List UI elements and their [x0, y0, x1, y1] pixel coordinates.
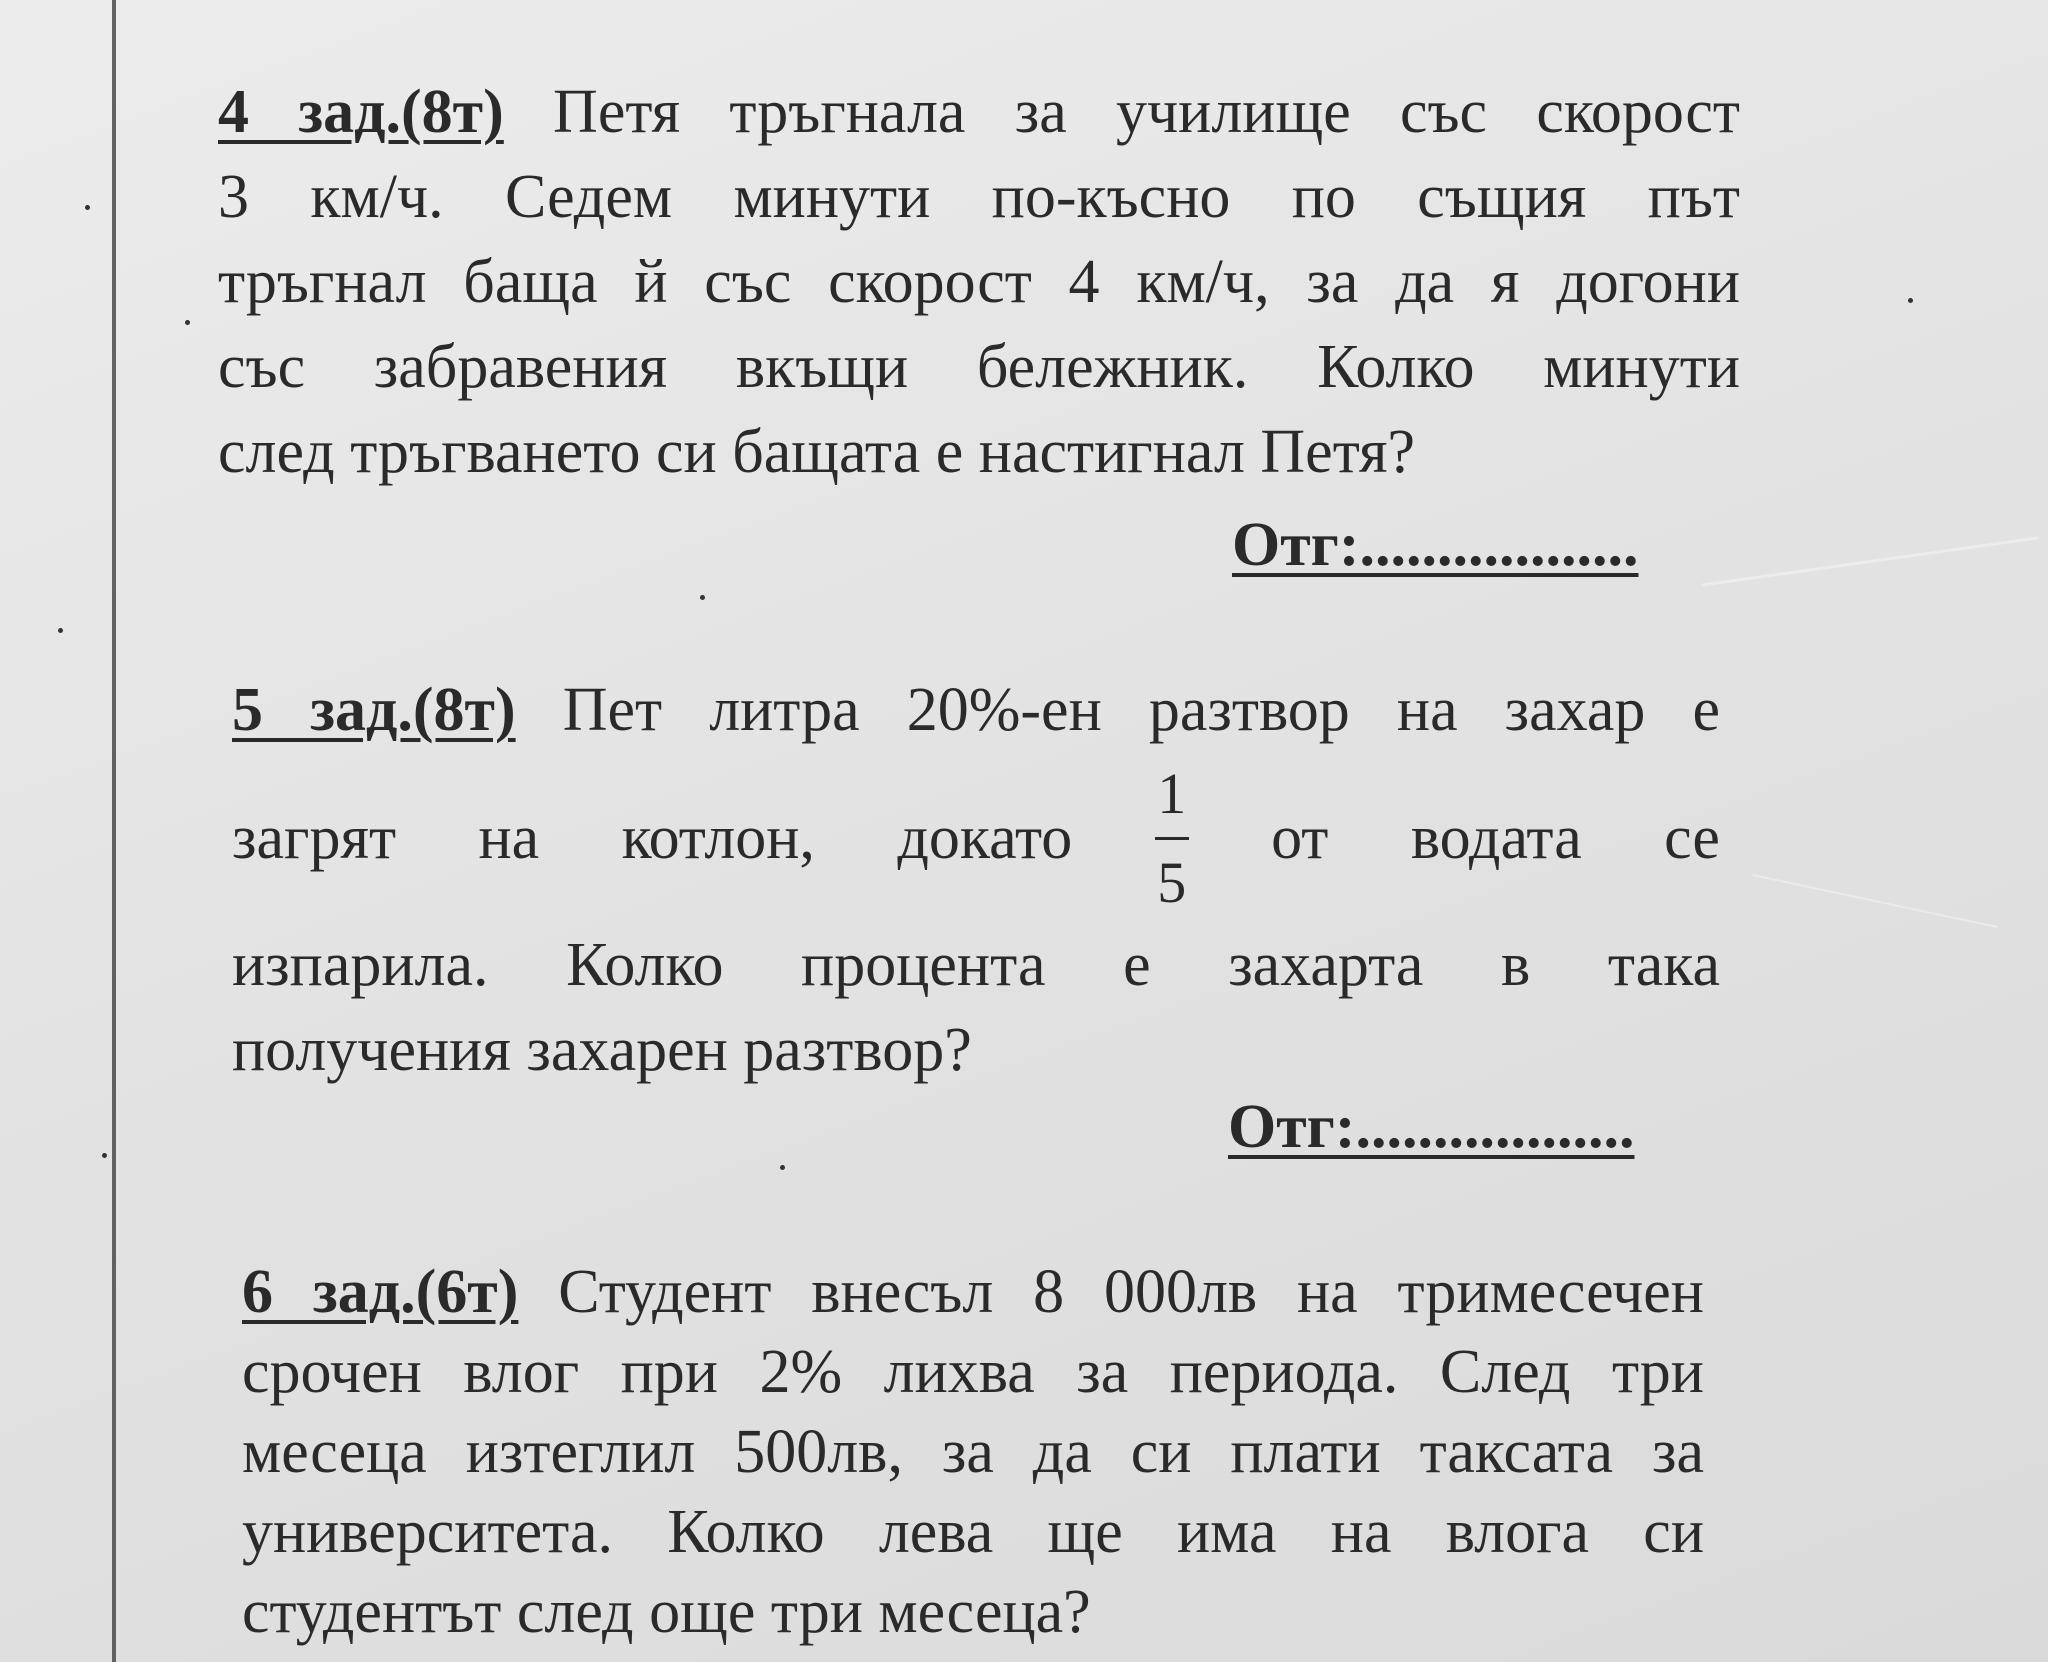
problem-6-line-5: студентът след още три месеца? — [242, 1578, 1091, 1646]
problem-5-line-2 — [232, 753, 1720, 923]
paper-speck — [185, 320, 190, 325]
paper-speck — [700, 595, 705, 600]
paper-speck — [58, 628, 63, 633]
problem-6-label: 6 зад.(6т) — [242, 1258, 519, 1326]
fraction-denominator: 5 — [1157, 849, 1187, 915]
page-margin-line — [112, 0, 116, 1662]
problem-5-word: котлон, — [621, 803, 815, 872]
problem-5-word: водата — [1410, 803, 1582, 872]
problem-6 — [242, 1252, 1704, 1652]
fraction-bar — [1155, 837, 1189, 840]
fraction-numerator: 1 — [1157, 760, 1187, 826]
problem-4-answer: Отг:.................. — [1232, 511, 1639, 579]
paper-speck — [1908, 298, 1913, 303]
problem-6-text: Студент внесъл 8 000лв на тримесечен — [518, 1258, 1704, 1326]
problem-5-line-1 — [232, 668, 1720, 753]
problem-5-word: от — [1271, 803, 1329, 872]
paper-speck — [85, 205, 90, 210]
problem-5-text: Пет литра 20%-ен разтвор на захар е — [515, 676, 1720, 744]
problem-5-word: докато — [897, 803, 1073, 872]
paper-crease — [1701, 536, 2038, 586]
paper-crease — [1753, 874, 1998, 928]
problem-5-word: на — [478, 803, 540, 872]
problem-4-label: 4 зад.(8т) — [218, 78, 504, 146]
problem-4-line-3: тръгнал баща й със скорост 4 км/ч, за да я догони — [218, 248, 1740, 316]
problem-5-label: 5 зад.(8т) — [232, 676, 516, 744]
problem-5-answer: Отг:.................. — [1228, 1093, 1635, 1161]
problem-4-line-1 — [218, 70, 1740, 155]
problem-4-text: Петя тръгнала за училище със скорост — [503, 78, 1740, 146]
problem-4-line-5: след тръгването си бащата е настигнал Петя? — [218, 418, 1416, 486]
problem-5-line-4: получения захарен разтвор? — [232, 1016, 972, 1084]
paper-speck — [102, 1153, 107, 1158]
problem-5 — [232, 668, 1720, 1093]
paper-speck — [780, 1165, 785, 1170]
problem-6-line-1 — [242, 1252, 1704, 1332]
problem-5-word: се — [1664, 803, 1720, 872]
problem-4-line-4: със забравения вкъщи бележник. Колко минути — [218, 333, 1740, 401]
problem-4 — [218, 70, 1740, 495]
fraction-one-fifth — [1155, 760, 1189, 915]
problem-4-line-2: 3 км/ч. Седем минути по-късно по същия път — [218, 163, 1740, 231]
problem-6-line-3: месеца изтеглил 500лв, за да си плати таксата за — [242, 1418, 1704, 1486]
problem-6-line-2: срочен влог при 2% лихва за периода. След три — [242, 1338, 1704, 1406]
problem-6-line-4: университета. Колко лева ще има на влога си — [242, 1498, 1704, 1566]
problem-5-word: загрят — [232, 803, 397, 872]
problem-5-line-3: изпарила. Колко процента е захарта в така — [232, 931, 1720, 999]
